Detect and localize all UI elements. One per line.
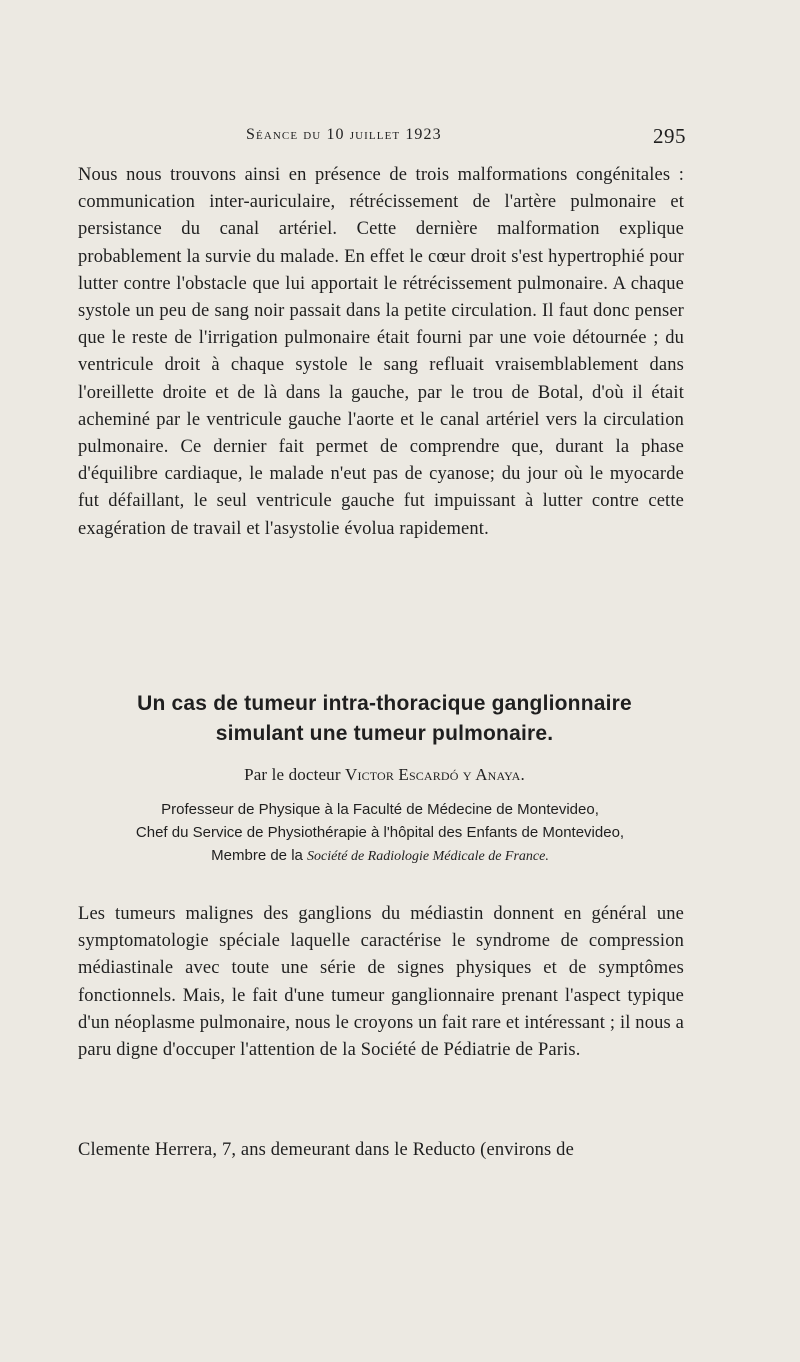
author-name: Victor Escardó y Anaya. [345, 765, 525, 784]
paragraph-1 [78, 162, 684, 543]
affiliation-2: Chef du Service de Physiothérapie à l'hôpital des Enfants de Montevideo, [135, 824, 625, 841]
author-affiliations [70, 798, 690, 868]
running-title: Séance du 10 juillet 1923 [246, 126, 442, 143]
affiliation-3-prefix: Membre de la [211, 847, 303, 864]
paragraph-2 [78, 901, 684, 1064]
affiliation-1: Professeur de Physique à la Faculté de Médecine de Montevideo, [161, 801, 599, 818]
running-head [246, 126, 686, 160]
article-title-line-1: Un cas de tumeur intra-thoracique ganglionnaire [137, 692, 632, 715]
article-heading [82, 690, 687, 748]
page-number: 295 [653, 124, 686, 148]
article-title-line-2: simulant une tumeur pulmonaire. [215, 722, 554, 745]
affiliation-3 [70, 844, 690, 868]
paragraph-1-text: Nous nous trouvons ainsi en présence de trois malformations congénitales : communication inter-auriculaire, rétrécissement de l'artère pulmonaire et persistance du canal artériel. Cette dernière malformation explique probablement la survie du malade. En effet le cœur droit s'est hypertrophié pour lutter contre l'obstacle que lui apportait le rétrécissement pulmonaire. A chaque systole un peu de sang noir passait dans la petite circulation. Il faut donc penser que le reste de l'irrigation pulmonaire était fourni par une voie détournée ; du ventricule droit à chaque systole le sang refluait vraisemblablement dans l'oreillette droite et de là dans la gauche, par le trou de Botal, d'où il était acheminé par le ventricule gauche l'aorte et le canal artériel vers la circulation pulmonaire. Ce dernier fait permet de comprendre que, durant la phase d'équilibre cardiaque, le malade n'eut pas de cyanose; du jour où le myocarde fut défaillant, le seul ventricule gauche fut impuissant à lutter contre cette exagération de travail et l'asystolie évolua rapidement. [78, 165, 684, 539]
author-prefix: Par le docteur [244, 765, 341, 784]
paragraph-3 [78, 1137, 684, 1164]
author-line [82, 765, 687, 785]
paragraph-2-text: Les tumeurs malignes des ganglions du médiastin donnent en général une symptomatologie spéciale laquelle caractérise le syndrome de compression médiastinale avec toute une série de signes physiques et de symptômes fonctionnels. Mais, le fait d'une tumeur ganglionnaire prenant l'aspect typique d'un néoplasme pulmonaire, nous le croyons un fait rare et intéressant ; il nous a paru digne d'occuper l'attention de la Société de Pédiatrie de Paris. [78, 904, 684, 1061]
affiliation-3-society: Société de Radiologie Médicale de France. [307, 849, 549, 864]
paragraph-3-text: Clemente Herrera, 7, ans demeurant dans le Reducto (environs de [78, 1140, 574, 1160]
